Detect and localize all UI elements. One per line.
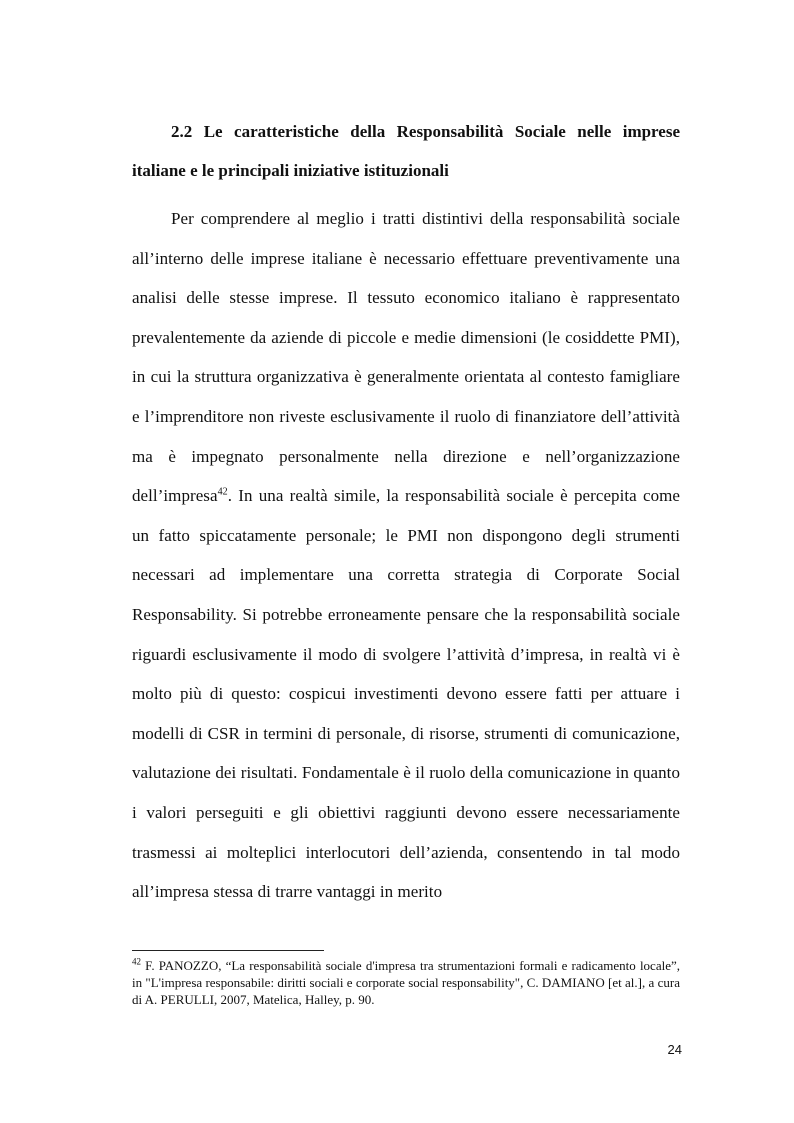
section-heading (132, 112, 680, 190)
section-number: 2.2 (171, 122, 193, 141)
page-number: 24 (667, 1042, 682, 1057)
footnote-separator (132, 950, 324, 951)
body-paragraph (132, 199, 680, 912)
section-title: Le caratteristiche della Responsabilità Sociale nelle imprese italiane e le principali iniziative istituzionali (132, 122, 680, 180)
body-text-part-1: Per comprendere al meglio i tratti distintivi della responsabilità sociale all’interno delle imprese italiane è necessario effettuare preventivamente una analisi delle stesse imprese. Il tessuto economico italiano è rappresentato prevalentemente da aziende di piccole e medie dimensioni (le cosiddette PMI), in cui la struttura organizzativa è generalmente orientata al contesto famigliare e l’imprenditore non riveste esclusivamente il ruolo di finanziatore dell’attività ma è impegnato personalmente nella direzione e nell’organizzazione dell’impresa (132, 209, 680, 506)
footnote-number: 42 (132, 956, 141, 967)
footnote (132, 957, 680, 1008)
footnote-reference[interactable]: 42 (217, 486, 228, 498)
body-text-part-2: . In una realtà simile, la responsabilità sociale è percepita come un fatto spiccatamente personale; le PMI non dispongono degli strumenti necessari ad implementare una corretta strategia di Corporate Social Responsability. Si potrebbe erroneamente pensare che la responsabilità sociale riguardi esclusivamente il modo di svolgere l’attività d’impresa, in realtà vi è molto più di questo: cospicui investimenti devono essere fatti per attuare i modelli di CSR in termini di personale, di risorse, strumenti di comunicazione, valutazione dei risultati. Fondamentale è il ruolo della comunicazione in quanto i valori perseguiti e gli obiettivi raggiunti devono essere necessariamente trasmessi ai molteplici interlocutori dell’azienda, consentendo in tal modo all’impresa stessa di trarre vantaggi in merito (132, 486, 680, 902)
footnote-text: F. PANOZZO, “La responsabilità sociale d'impresa tra strumentazioni formali e radicamento locale”, in "L'impresa responsabile: diritti sociali e corporate social responsability", C. DAMIANO [et al.], a cura di A. PERULLI, 2007, Matelica, Halley, p. 90. (132, 958, 680, 1007)
